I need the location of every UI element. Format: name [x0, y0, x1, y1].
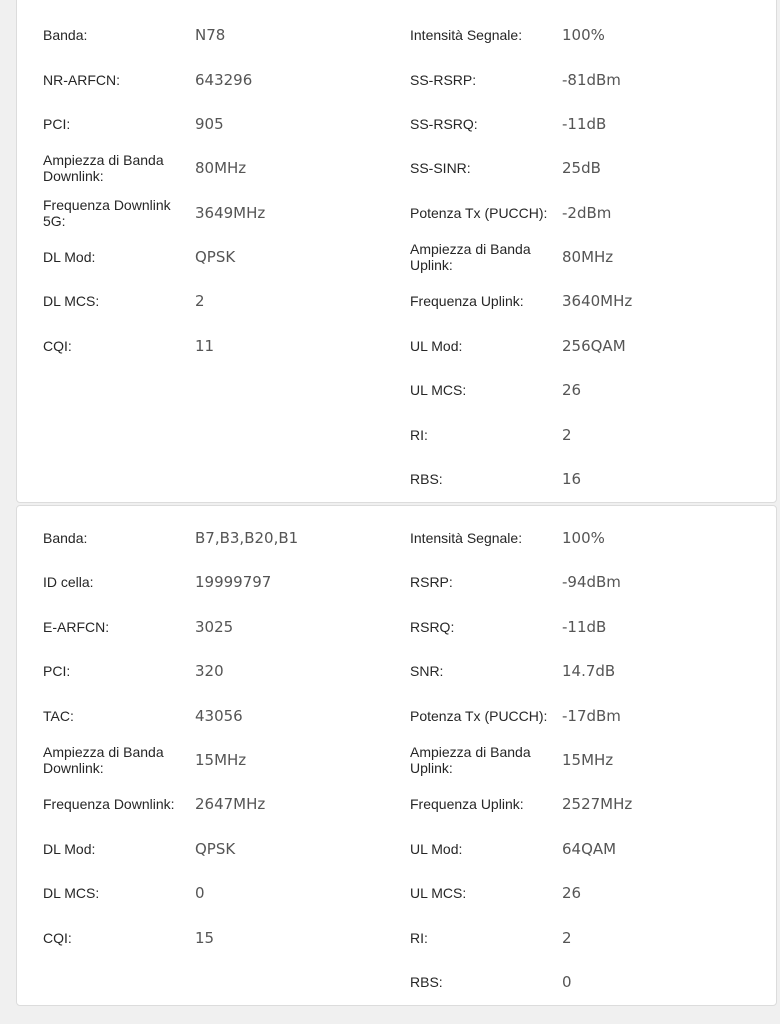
status-row [17, 827, 776, 871]
rsrq-value: -11dB [562, 618, 607, 636]
ul-mod-label: UL Mod: [410, 841, 463, 857]
tx-power-label: Potenza Tx (PUCCH): [410, 205, 548, 221]
status-row [17, 58, 776, 102]
tac-value: 43056 [195, 707, 243, 725]
downlink-bandwidth-value: 80MHz [195, 159, 247, 177]
cqi-label: CQI: [43, 338, 72, 354]
ul-mcs-value: 26 [562, 381, 582, 399]
dl-mcs-value: 0 [195, 884, 205, 902]
downlink-frequency-value: 2647MHz [195, 795, 266, 813]
cell-id-value: 19999797 [195, 573, 272, 591]
e-arfcn-value: 3025 [195, 618, 234, 636]
status-row [17, 102, 776, 146]
lte-status-panel [16, 505, 777, 1006]
dl-mod-value: QPSK [195, 248, 236, 266]
status-row [17, 782, 776, 826]
dl-mcs-label: DL MCS: [43, 293, 100, 309]
ss-rsrq-value: -11dB [562, 115, 607, 133]
ss-rsrq-label: SS-RSRQ: [410, 116, 478, 132]
band-label: Banda: [43, 530, 88, 546]
uplink-bandwidth-label: Ampiezza di Banda Uplink: [410, 241, 531, 273]
status-row [17, 605, 776, 649]
ss-sinr-value: 25dB [562, 159, 601, 177]
pci-value: 320 [195, 662, 224, 680]
band-label: Banda: [43, 27, 88, 43]
signal-strength-value: 100% [562, 529, 605, 547]
status-row [17, 560, 776, 604]
ss-rsrp-value: -81dBm [562, 71, 621, 89]
pci-label: PCI: [43, 663, 71, 679]
status-row [17, 324, 776, 368]
ul-mcs-value: 26 [562, 884, 582, 902]
cell-id-label: ID cella: [43, 574, 94, 590]
status-row [17, 191, 776, 235]
ri-label: RI: [410, 930, 428, 946]
uplink-bandwidth-label: Ampiezza di Banda Uplink: [410, 744, 531, 776]
downlink-bandwidth-label: Ampiezza di Banda Downlink: [43, 152, 164, 184]
ss-sinr-label: SS-SINR: [410, 160, 471, 176]
snr-value: 14.7dB [562, 662, 616, 680]
ri-label: RI: [410, 427, 428, 443]
signal-strength-label: Intensità Segnale: [410, 27, 523, 43]
status-row [17, 738, 776, 782]
ul-mcs-label: UL MCS: [410, 382, 467, 398]
rbs-value: 0 [562, 973, 572, 991]
nr-arfcn-value: 643296 [195, 71, 253, 89]
dl-mod-label: DL Mod: [43, 841, 96, 857]
ri-value: 2 [562, 929, 572, 947]
snr-label: SNR: [410, 663, 444, 679]
rbs-label: RBS: [410, 974, 443, 990]
uplink-frequency-value: 3640MHz [562, 292, 633, 310]
dl-mcs-label: DL MCS: [43, 885, 100, 901]
band-value: N78 [195, 26, 226, 44]
status-row [17, 649, 776, 693]
tac-label: TAC: [43, 708, 74, 724]
uplink-bandwidth-value: 80MHz [562, 248, 614, 266]
downlink-bandwidth-value: 15MHz [195, 751, 247, 769]
status-row [17, 916, 776, 960]
cqi-label: CQI: [43, 930, 72, 946]
status-row [17, 368, 776, 412]
cqi-value: 15 [195, 929, 215, 947]
ul-mcs-label: UL MCS: [410, 885, 467, 901]
pci-label: PCI: [43, 116, 71, 132]
rsrp-label: RSRP: [410, 574, 453, 590]
downlink-bandwidth-label: Ampiezza di Banda Downlink: [43, 744, 164, 776]
status-row [17, 146, 776, 190]
tx-power-label: Potenza Tx (PUCCH): [410, 708, 548, 724]
downlink-frequency-label: Frequenza Downlink 5G: [43, 197, 171, 229]
nr-5g-status-panel [16, 0, 777, 503]
status-row [17, 516, 776, 560]
dl-mod-value: QPSK [195, 840, 236, 858]
signal-strength-value: 100% [562, 26, 605, 44]
e-arfcn-label: E-ARFCN: [43, 619, 110, 635]
cqi-value: 11 [195, 337, 215, 355]
ul-mod-value: 256QAM [562, 337, 626, 355]
dl-mod-label: DL Mod: [43, 249, 96, 265]
ri-value: 2 [562, 426, 572, 444]
downlink-frequency-label: Frequenza Downlink: [43, 796, 175, 812]
rbs-value: 16 [562, 470, 582, 488]
rsrq-label: RSRQ: [410, 619, 455, 635]
rbs-label: RBS: [410, 471, 443, 487]
rsrp-value: -94dBm [562, 573, 621, 591]
tx-power-value: -2dBm [562, 204, 612, 222]
status-row [17, 457, 776, 501]
status-row [17, 235, 776, 279]
tx-power-value: -17dBm [562, 707, 621, 725]
uplink-frequency-value: 2527MHz [562, 795, 633, 813]
downlink-frequency-value: 3649MHz [195, 204, 266, 222]
status-row [17, 279, 776, 323]
status-row [17, 413, 776, 457]
uplink-frequency-label: Frequenza Uplink: [410, 796, 524, 812]
ul-mod-value: 64QAM [562, 840, 617, 858]
status-row [17, 13, 776, 57]
status-row [17, 694, 776, 738]
status-row [17, 871, 776, 915]
uplink-frequency-label: Frequenza Uplink: [410, 293, 524, 309]
ul-mod-label: UL Mod: [410, 338, 463, 354]
pci-value: 905 [195, 115, 224, 133]
dl-mcs-value: 2 [195, 292, 205, 310]
signal-strength-label: Intensità Segnale: [410, 530, 523, 546]
ss-rsrp-label: SS-RSRP: [410, 72, 477, 88]
band-value: B7,B3,B20,B1 [195, 529, 299, 547]
status-row [17, 960, 776, 1004]
nr-arfcn-label: NR-ARFCN: [43, 72, 120, 88]
uplink-bandwidth-value: 15MHz [562, 751, 614, 769]
